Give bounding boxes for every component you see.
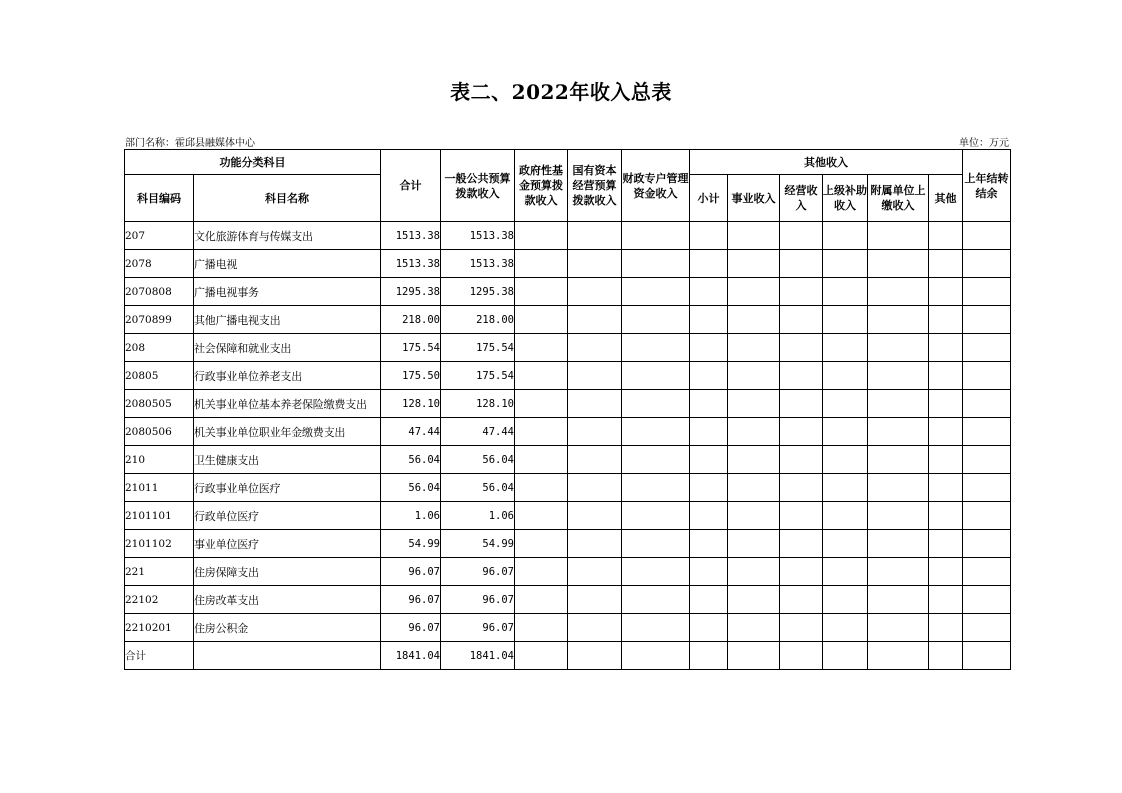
empty-cell [690, 558, 728, 586]
empty-cell [515, 362, 568, 390]
empty-cell [963, 250, 1011, 278]
empty-cell [622, 222, 690, 250]
empty-cell [515, 558, 568, 586]
empty-cell [690, 502, 728, 530]
empty-cell [780, 642, 823, 670]
row-general-budget-cell: 128.10 [441, 390, 515, 418]
empty-cell [728, 502, 780, 530]
empty-cell [963, 418, 1011, 446]
empty-cell [622, 474, 690, 502]
row-general-budget-cell: 1295.38 [441, 278, 515, 306]
empty-cell [868, 306, 929, 334]
empty-cell [622, 362, 690, 390]
row-total-cell: 96.07 [381, 558, 441, 586]
empty-cell [515, 250, 568, 278]
empty-cell [515, 418, 568, 446]
empty-cell [728, 586, 780, 614]
empty-cell [868, 614, 929, 642]
empty-cell [622, 418, 690, 446]
row-name-cell: 社会保障和就业支出 [194, 334, 381, 362]
empty-cell [690, 362, 728, 390]
empty-cell [780, 446, 823, 474]
empty-cell [823, 334, 868, 362]
empty-cell [823, 222, 868, 250]
empty-cell [823, 306, 868, 334]
row-code-cell: 合计 [125, 642, 194, 670]
empty-cell [868, 586, 929, 614]
empty-cell [963, 390, 1011, 418]
row-general-budget-cell: 54.99 [441, 530, 515, 558]
empty-cell [515, 390, 568, 418]
empty-cell [515, 334, 568, 362]
row-general-budget-cell: 96.07 [441, 586, 515, 614]
table-row [125, 530, 1011, 558]
row-total-cell: 175.54 [381, 334, 441, 362]
empty-cell [929, 418, 963, 446]
row-total-cell: 47.44 [381, 418, 441, 446]
row-name-cell: 广播电视 [194, 250, 381, 278]
empty-cell [568, 334, 622, 362]
header-total: 合计 [381, 150, 441, 222]
income-summary-table [124, 149, 1011, 670]
empty-cell [622, 390, 690, 418]
empty-cell [515, 586, 568, 614]
row-general-budget-cell: 1841.04 [441, 642, 515, 670]
row-code-cell: 2080506 [125, 418, 194, 446]
empty-cell [690, 222, 728, 250]
row-code-cell: 2070808 [125, 278, 194, 306]
header-func-category: 功能分类科目 [125, 150, 381, 175]
empty-cell [823, 474, 868, 502]
empty-cell [568, 586, 622, 614]
empty-cell [823, 502, 868, 530]
empty-cell [929, 446, 963, 474]
empty-cell [728, 558, 780, 586]
empty-cell [868, 446, 929, 474]
empty-cell [929, 642, 963, 670]
empty-cell [690, 642, 728, 670]
row-name-cell: 住房公积金 [194, 614, 381, 642]
row-general-budget-cell: 56.04 [441, 446, 515, 474]
header-general-budget: 一般公共预算拨款收入 [441, 150, 515, 222]
empty-cell [868, 474, 929, 502]
table-row [125, 334, 1011, 362]
empty-cell [568, 614, 622, 642]
empty-cell [929, 334, 963, 362]
empty-cell [568, 222, 622, 250]
table-row [125, 418, 1011, 446]
row-general-budget-cell: 1513.38 [441, 250, 515, 278]
empty-cell [780, 278, 823, 306]
empty-cell [780, 418, 823, 446]
table-row [125, 474, 1011, 502]
row-total-cell: 96.07 [381, 614, 441, 642]
empty-cell [690, 446, 728, 474]
row-code-cell: 208 [125, 334, 194, 362]
empty-cell [780, 502, 823, 530]
empty-cell [780, 222, 823, 250]
row-name-cell: 行政事业单位医疗 [194, 474, 381, 502]
row-total-cell: 56.04 [381, 474, 441, 502]
empty-cell [690, 586, 728, 614]
empty-cell [728, 362, 780, 390]
empty-cell [515, 278, 568, 306]
row-name-cell [194, 642, 381, 670]
empty-cell [690, 530, 728, 558]
table-row [125, 306, 1011, 334]
empty-cell [568, 250, 622, 278]
empty-cell [780, 362, 823, 390]
row-total-cell: 56.04 [381, 446, 441, 474]
empty-cell [780, 390, 823, 418]
row-total-cell: 1841.04 [381, 642, 441, 670]
empty-cell [622, 278, 690, 306]
table-row [125, 362, 1011, 390]
empty-cell [868, 390, 929, 418]
empty-cell [823, 614, 868, 642]
empty-cell [568, 390, 622, 418]
row-name-cell: 机关事业单位基本养老保险缴费支出 [194, 390, 381, 418]
row-total-cell: 128.10 [381, 390, 441, 418]
row-name-cell: 住房保障支出 [194, 558, 381, 586]
empty-cell [929, 586, 963, 614]
empty-cell [568, 530, 622, 558]
empty-cell [568, 642, 622, 670]
empty-cell [728, 642, 780, 670]
empty-cell [780, 474, 823, 502]
empty-cell [823, 642, 868, 670]
empty-cell [622, 642, 690, 670]
empty-cell [728, 250, 780, 278]
empty-cell [780, 334, 823, 362]
empty-cell [728, 278, 780, 306]
row-code-cell: 2080505 [125, 390, 194, 418]
empty-cell [780, 614, 823, 642]
empty-cell [780, 250, 823, 278]
row-name-cell: 广播电视事务 [194, 278, 381, 306]
header-gov-fund: 政府性基金预算拨款收入 [515, 150, 568, 222]
empty-cell [568, 502, 622, 530]
empty-cell [929, 278, 963, 306]
empty-cell [823, 558, 868, 586]
table-row [125, 390, 1011, 418]
row-name-cell: 其他广播电视支出 [194, 306, 381, 334]
row-name-cell: 机关事业单位职业年金缴费支出 [194, 418, 381, 446]
empty-cell [868, 558, 929, 586]
header-code: 科目编码 [125, 175, 194, 222]
department-label: 部门名称：霍邱县融媒体中心 [125, 138, 255, 149]
empty-cell [823, 586, 868, 614]
empty-cell [568, 474, 622, 502]
empty-cell [515, 446, 568, 474]
empty-cell [963, 446, 1011, 474]
row-total-cell: 1295.38 [381, 278, 441, 306]
row-name-cell: 住房改革支出 [194, 586, 381, 614]
empty-cell [780, 586, 823, 614]
empty-cell [868, 530, 929, 558]
empty-cell [568, 558, 622, 586]
empty-cell [929, 306, 963, 334]
row-general-budget-cell: 175.54 [441, 334, 515, 362]
table-row [125, 614, 1011, 642]
empty-cell [823, 362, 868, 390]
empty-cell [515, 530, 568, 558]
empty-cell [728, 222, 780, 250]
row-general-budget-cell: 56.04 [441, 474, 515, 502]
empty-cell [868, 642, 929, 670]
row-total-cell: 96.07 [381, 586, 441, 614]
row-code-cell: 207 [125, 222, 194, 250]
table-row [125, 250, 1011, 278]
header-carryover: 上年结转结余 [963, 150, 1011, 222]
table-row [125, 586, 1011, 614]
row-code-cell: 22102 [125, 586, 194, 614]
empty-cell [780, 306, 823, 334]
empty-cell [929, 250, 963, 278]
empty-cell [823, 418, 868, 446]
empty-cell [728, 446, 780, 474]
table-row [125, 446, 1011, 474]
empty-cell [963, 306, 1011, 334]
empty-cell [868, 362, 929, 390]
empty-cell [780, 530, 823, 558]
row-name-cell: 行政事业单位养老支出 [194, 362, 381, 390]
empty-cell [963, 362, 1011, 390]
row-general-budget-cell: 218.00 [441, 306, 515, 334]
page-title: 表二、2022年收入总表 [450, 80, 672, 104]
empty-cell [622, 586, 690, 614]
empty-cell [963, 334, 1011, 362]
empty-cell [622, 250, 690, 278]
empty-cell [690, 390, 728, 418]
empty-cell [515, 474, 568, 502]
row-code-cell: 2210201 [125, 614, 194, 642]
row-general-budget-cell: 47.44 [441, 418, 515, 446]
empty-cell [868, 278, 929, 306]
header-affiliated-unit: 附属单位上缴收入 [868, 175, 929, 222]
row-total-cell: 218.00 [381, 306, 441, 334]
empty-cell [728, 530, 780, 558]
row-code-cell: 2101101 [125, 502, 194, 530]
empty-cell [823, 530, 868, 558]
empty-cell [929, 558, 963, 586]
empty-cell [823, 446, 868, 474]
row-code-cell: 2070899 [125, 306, 194, 334]
header-other: 其他 [929, 175, 963, 222]
row-name-cell: 卫生健康支出 [194, 446, 381, 474]
empty-cell [690, 334, 728, 362]
row-name-cell: 文化旅游体育与传媒支出 [194, 222, 381, 250]
row-total-cell: 54.99 [381, 530, 441, 558]
empty-cell [728, 474, 780, 502]
empty-cell [963, 278, 1011, 306]
empty-cell [568, 306, 622, 334]
empty-cell [868, 222, 929, 250]
table-row [125, 558, 1011, 586]
empty-cell [515, 502, 568, 530]
empty-cell [515, 306, 568, 334]
row-name-cell: 行政单位医疗 [194, 502, 381, 530]
header-superior-subsidy: 上级补助收入 [823, 175, 868, 222]
table-row [125, 222, 1011, 250]
row-total-cell: 1513.38 [381, 222, 441, 250]
empty-cell [515, 222, 568, 250]
empty-cell [929, 222, 963, 250]
empty-cell [929, 390, 963, 418]
row-code-cell: 210 [125, 446, 194, 474]
header-state-capital: 国有资本经营预算拨款收入 [568, 150, 622, 222]
header-name: 科目名称 [194, 175, 381, 222]
empty-cell [868, 334, 929, 362]
row-code-cell: 2078 [125, 250, 194, 278]
header-other-income: 其他收入 [690, 150, 963, 175]
empty-cell [868, 502, 929, 530]
empty-cell [690, 250, 728, 278]
empty-cell [622, 558, 690, 586]
row-name-cell: 事业单位医疗 [194, 530, 381, 558]
empty-cell [568, 278, 622, 306]
table-row [125, 278, 1011, 306]
table-row [125, 502, 1011, 530]
empty-cell [963, 558, 1011, 586]
empty-cell [963, 474, 1011, 502]
empty-cell [929, 502, 963, 530]
empty-cell [963, 586, 1011, 614]
empty-cell [963, 222, 1011, 250]
row-general-budget-cell: 1513.38 [441, 222, 515, 250]
empty-cell [622, 334, 690, 362]
row-total-cell: 175.50 [381, 362, 441, 390]
empty-cell [622, 446, 690, 474]
empty-cell [690, 474, 728, 502]
empty-cell [690, 278, 728, 306]
empty-cell [622, 530, 690, 558]
row-code-cell: 21011 [125, 474, 194, 502]
empty-cell [728, 390, 780, 418]
empty-cell [868, 418, 929, 446]
empty-cell [963, 614, 1011, 642]
empty-cell [568, 418, 622, 446]
row-code-cell: 2101102 [125, 530, 194, 558]
empty-cell [515, 642, 568, 670]
empty-cell [929, 474, 963, 502]
row-code-cell: 221 [125, 558, 194, 586]
empty-cell [690, 306, 728, 334]
empty-cell [728, 614, 780, 642]
row-total-cell: 1.06 [381, 502, 441, 530]
empty-cell [868, 250, 929, 278]
empty-cell [728, 334, 780, 362]
header-operating-income: 经营收入 [780, 175, 823, 222]
empty-cell [728, 418, 780, 446]
empty-cell [622, 306, 690, 334]
empty-cell [690, 614, 728, 642]
empty-cell [780, 558, 823, 586]
empty-cell [568, 362, 622, 390]
empty-cell [963, 642, 1011, 670]
header-subtotal: 小计 [690, 175, 728, 222]
empty-cell [728, 306, 780, 334]
empty-cell [929, 530, 963, 558]
empty-cell [823, 278, 868, 306]
empty-cell [929, 362, 963, 390]
row-code-cell: 20805 [125, 362, 194, 390]
header-fiscal-special: 财政专户管理资金收入 [622, 150, 690, 222]
row-general-budget-cell: 96.07 [441, 614, 515, 642]
empty-cell [622, 502, 690, 530]
unit-label: 单位：万元 [959, 138, 1009, 149]
empty-cell [622, 614, 690, 642]
row-general-budget-cell: 175.54 [441, 362, 515, 390]
empty-cell [515, 614, 568, 642]
empty-cell [568, 446, 622, 474]
empty-cell [823, 390, 868, 418]
table-row [125, 642, 1011, 670]
empty-cell [929, 614, 963, 642]
empty-cell [963, 530, 1011, 558]
row-general-budget-cell: 1.06 [441, 502, 515, 530]
empty-cell [823, 250, 868, 278]
row-total-cell: 1513.38 [381, 250, 441, 278]
header-business-income: 事业收入 [728, 175, 780, 222]
empty-cell [690, 418, 728, 446]
row-general-budget-cell: 96.07 [441, 558, 515, 586]
empty-cell [963, 502, 1011, 530]
